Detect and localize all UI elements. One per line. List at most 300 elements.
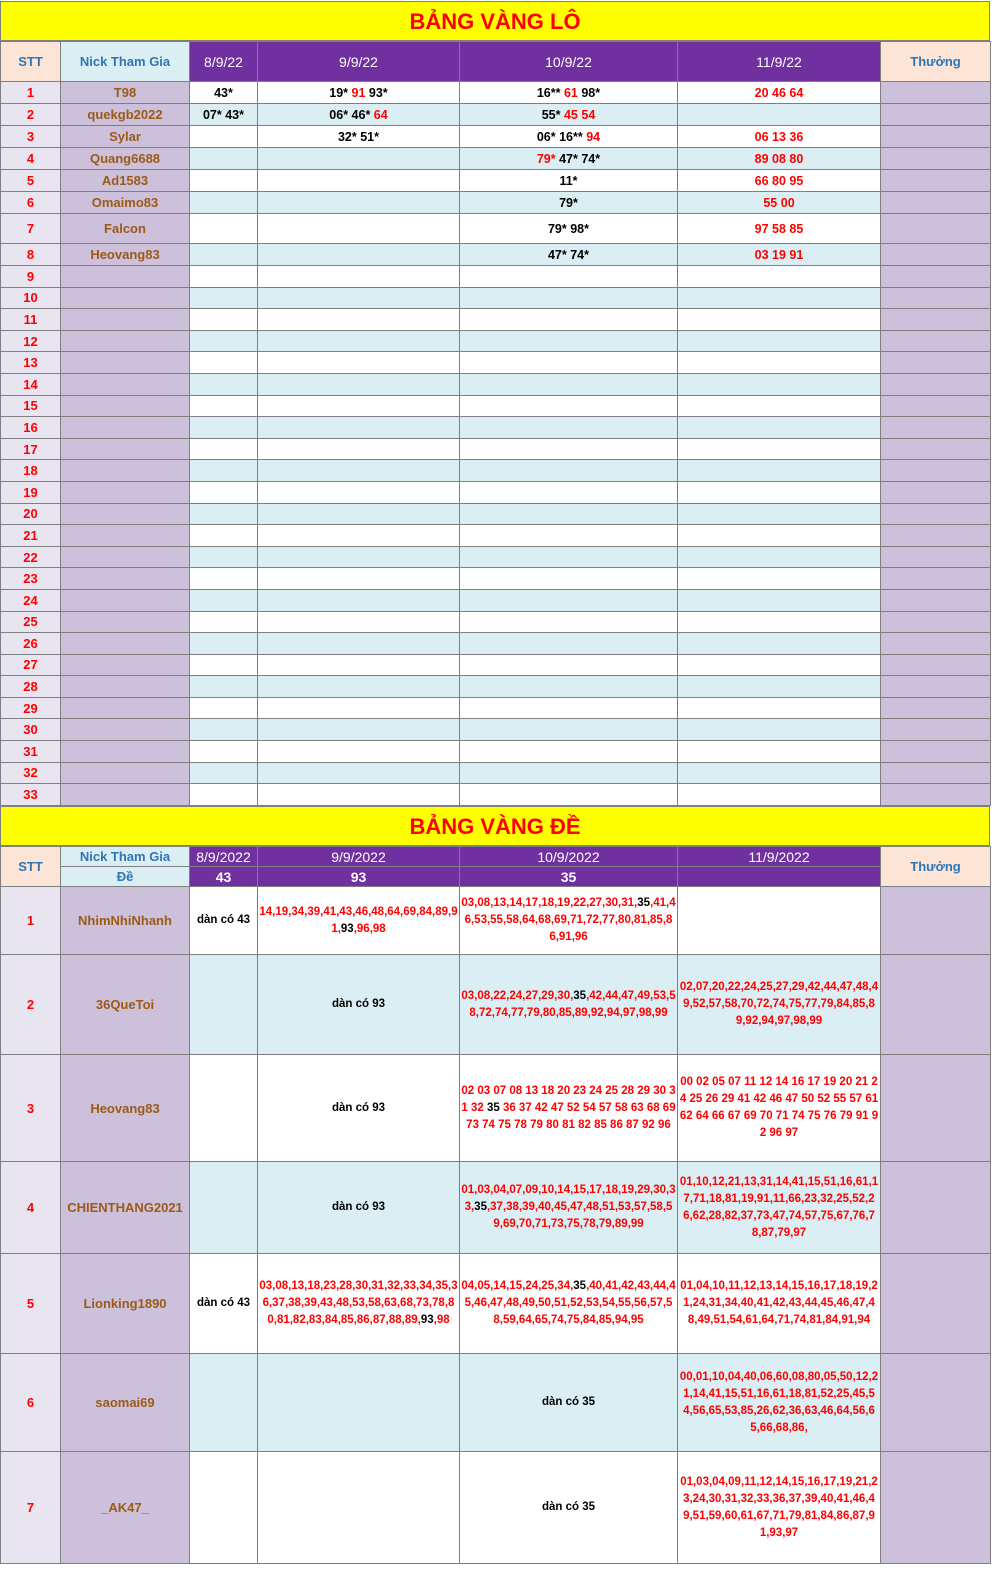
lo-pick-cell [190,192,258,214]
player-nick: Falcon [61,214,190,244]
de-header-date-4: 11/9/2022 [678,847,881,867]
lo-table-row [1,676,991,698]
reward-cell [881,330,991,352]
lo-pick-cell [258,309,460,331]
de-table-row [1,1254,991,1354]
reward-cell [881,373,991,395]
de-table-row [1,1055,991,1162]
lo-header-date-3: 10/9/22 [460,42,678,82]
number-segment: 00 02 05 07 11 12 14 16 17 19 20 21 24 25 26 29 41 42 46 47 50 52 55 57 61 62 64 66 67 69 70 71 74 75 76 79 91 92 96 97 [679,1076,879,1139]
number-segment: 02 03 07 08 13 18 20 23 24 25 28 29 30 31 32 [461,1084,676,1114]
number-segment: ,42,44,47,49,53,58,72,74,77,79,80,85,89,92,94,97,98,99 [469,989,676,1019]
de-pick-cell [190,955,258,1055]
row-number: 30 [1,719,61,741]
player-nick [61,395,190,417]
row-number: 16 [1,417,61,439]
row-number: 4 [1,148,61,170]
lo-pick-cell [460,214,678,244]
de-pick-cell [460,1354,678,1452]
number-segment: 79* [536,151,560,166]
lo-pick-cell [258,762,460,784]
player-nick [61,266,190,288]
number-segment: 45 54 [563,107,596,122]
reward-cell [881,762,991,784]
lo-pick-cell [678,373,881,395]
lo-table-row [1,417,991,439]
lo-table-row [1,148,991,170]
number-segment: 01,03,04,09,11,12,14,15,16,17,19,21,23,24,30,31,32,33,36,37,39,40,41,46,49,51,59,60,61,67,71,79,81,84,86,87,91,93,97 [680,1475,878,1539]
lo-table-row [1,104,991,126]
lo-pick-cell [190,309,258,331]
lo-header-date-4: 11/9/22 [678,42,881,82]
lo-table-row [1,503,991,525]
lo-pick-cell [258,460,460,482]
number-segment: 03,08,22,24,27,29,30, [461,989,574,1002]
lo-table-row [1,287,991,309]
number-segment: 35 [486,1101,500,1114]
lo-pick-cell [678,438,881,460]
number-segment: 47* 74* [559,151,601,166]
lo-pick-cell [460,417,678,439]
player-nick [61,633,190,655]
de-table-row [1,887,991,955]
lo-table-row [1,697,991,719]
number-segment: 61 [563,85,582,100]
number-segment: 36 37 42 47 52 54 57 58 63 68 69 73 74 75 78 79 80 81 82 85 86 87 92 96 [466,1101,676,1131]
de-pick-cell [190,1162,258,1254]
reward-cell [881,148,991,170]
number-segment: 01,03,04,07,09,10,14,15,17,18,19,29,30,33, [461,1184,676,1213]
de-header-date-1: 8/9/2022 [190,847,258,867]
lo-pick-cell [258,82,460,104]
reward-cell [881,887,991,955]
lo-pick-cell [460,611,678,633]
lo-pick-cell [678,503,881,525]
lo-pick-cell [190,546,258,568]
de-pick-cell [678,1254,881,1354]
lo-pick-cell [678,126,881,148]
reward-cell [881,503,991,525]
number-segment: 91 [351,85,369,100]
lo-table-row [1,460,991,482]
lo-pick-cell [190,417,258,439]
reward-cell [881,82,991,104]
lo-table-row [1,762,991,784]
de-pick-cell [678,1452,881,1564]
lo-table-row [1,170,991,192]
number-segment: 03,08,13,14,17,18,19,22,27,30,31, [461,897,638,909]
player-nick [61,762,190,784]
player-nick [61,438,190,460]
lo-pick-cell [678,633,881,655]
de-pick-cell [678,955,881,1055]
de-pick-cell [678,1162,881,1254]
lo-pick-cell [460,741,678,763]
row-number: 4 [1,1162,61,1254]
number-segment: 93 [340,922,354,935]
lo-table-row [1,481,991,503]
lo-pick-cell [460,395,678,417]
number-segment: 07* 43* [202,107,244,122]
lo-pick-cell [460,309,678,331]
number-segment: 11* [559,173,578,188]
player-nick [61,546,190,568]
row-number: 5 [1,170,61,192]
player-nick [61,784,190,806]
lo-pick-cell [258,481,460,503]
de-pick-cell [258,1254,460,1354]
reward-cell [881,1055,991,1162]
de-pick-cell [190,1354,258,1452]
lo-title-banner: BẢNG VÀNG LÔ [0,1,990,41]
lo-header-date-1: 8/9/22 [190,42,258,82]
row-number: 6 [1,1354,61,1452]
lo-table-row [1,741,991,763]
row-number: 10 [1,287,61,309]
number-segment: 35 [573,989,587,1002]
lo-pick-cell [678,395,881,417]
number-segment: 01,10,12,21,13,31,14,41,15,51,16,61,17,71,18,81,19,91,11,66,23,32,25,52,26,62,28,82,37,73,47,74,57,75,67,76,78,87,79,97 [679,1175,879,1239]
lo-pick-cell [190,784,258,806]
number-segment: 94 [586,129,601,144]
lo-pick-cell [258,373,460,395]
reward-cell [881,546,991,568]
player-nick [61,719,190,741]
number-segment: 02,07,20,22,24,25,27,29,42,44,47,48,49,52,57,58,70,72,74,75,77,79,84,85,89,92,94,97,98,99 [679,981,879,1027]
player-nick: 36QueToi [61,955,190,1055]
number-segment: ,98 [433,1314,450,1326]
number-segment: 79* 98* [547,221,589,236]
number-segment: dàn có 93 [331,1201,386,1213]
player-nick: Ad1583 [61,170,190,192]
number-segment: 06* 16** [536,129,587,144]
lo-pick-cell [678,266,881,288]
lo-pick-cell [190,525,258,547]
de-pick-cell [258,1162,460,1254]
lo-pick-cell [678,82,881,104]
lo-pick-cell [190,287,258,309]
player-nick: Omaimo83 [61,192,190,214]
de-result-3: 35 [460,867,678,887]
row-number: 27 [1,654,61,676]
reward-cell [881,395,991,417]
number-segment: ,37,38,39,40,45,47,48,51,53,57,58,59,69,70,71,73,75,78,79,89,99 [486,1201,673,1230]
reward-cell [881,104,991,126]
lo-pick-cell [258,438,460,460]
de-pick-cell [678,1354,881,1452]
lo-pick-cell [190,611,258,633]
reward-cell [881,676,991,698]
player-nick [61,654,190,676]
row-number: 17 [1,438,61,460]
lo-pick-cell [190,352,258,374]
de-header-thuong: Thưởng [881,847,991,887]
lo-pick-cell [190,148,258,170]
reward-cell [881,214,991,244]
lo-pick-cell [258,214,460,244]
row-number: 31 [1,741,61,763]
reward-cell [881,955,991,1055]
lo-table-row [1,525,991,547]
lo-pick-cell [190,395,258,417]
number-segment: 43* [214,85,233,100]
de-pick-cell [190,1254,258,1354]
row-number: 7 [1,1452,61,1564]
lo-pick-cell [460,148,678,170]
number-segment: 64 [373,107,388,122]
lo-pick-cell [460,589,678,611]
reward-cell [881,417,991,439]
reward-cell [881,1452,991,1564]
lo-pick-cell [190,633,258,655]
reward-cell [881,719,991,741]
lo-pick-cell [460,784,678,806]
lo-pick-cell [678,244,881,266]
lo-pick-cell [460,676,678,698]
lo-pick-cell [678,741,881,763]
row-number: 9 [1,266,61,288]
reward-cell [881,633,991,655]
lo-table-row [1,395,991,417]
lo-table-row [1,784,991,806]
number-segment: dàn có 35 [541,1501,596,1513]
lo-header-date-2: 9/9/22 [258,42,460,82]
player-nick [61,676,190,698]
de-header-date-3: 10/9/2022 [460,847,678,867]
number-segment: dàn có 43 [196,1297,251,1309]
reward-cell [881,170,991,192]
lo-pick-cell [190,460,258,482]
row-number: 18 [1,460,61,482]
de-table-row [1,955,991,1055]
lo-header-thuong: Thưởng [881,42,991,82]
reward-cell [881,741,991,763]
reward-cell [881,1254,991,1354]
row-number: 25 [1,611,61,633]
number-segment: ,41,46,53,55,58,64,68,69,71,72,77,80,81,85,86,91,96 [464,897,676,943]
lo-pick-cell [678,719,881,741]
de-table-row [1,1354,991,1452]
lo-table-row [1,633,991,655]
number-segment: 19* [329,85,352,100]
player-nick: T98 [61,82,190,104]
player-nick: Heovang83 [61,1055,190,1162]
lo-pick-cell [258,697,460,719]
de-pick-cell [460,887,678,955]
lo-pick-cell [460,266,678,288]
lo-pick-cell [460,546,678,568]
player-nick: Sylar [61,126,190,148]
lo-pick-cell [258,633,460,655]
number-segment: 06* 46* [329,107,374,122]
reward-cell [881,352,991,374]
lo-pick-cell [678,460,881,482]
lo-pick-cell [190,266,258,288]
reward-cell [881,1354,991,1452]
lo-pick-cell [678,568,881,590]
lo-pick-cell [190,244,258,266]
player-nick [61,568,190,590]
lo-pick-cell [460,244,678,266]
lo-table-row [1,611,991,633]
lo-pick-cell [258,104,460,126]
lo-pick-cell [460,192,678,214]
number-segment: 14,19,34,39,41,43,46,48,64,69,84,89,91, [259,905,458,935]
reward-cell [881,126,991,148]
number-segment: 55 00 [763,195,795,210]
de-header-de-label: Đề [61,867,190,887]
de-result-2: 93 [258,867,460,887]
player-nick: Lionking1890 [61,1254,190,1354]
reward-cell [881,192,991,214]
lo-pick-cell [460,104,678,126]
number-segment: 01,04,10,11,12,13,14,15,16,17,18,19,21,24,31,34,40,41,42,43,44,45,46,47,48,49,51,54,61,64,71,74,81,84,91,94 [680,1280,878,1326]
lo-header-nick: Nick Tham Gia [61,42,190,82]
lo-table-row [1,373,991,395]
de-pick-cell [190,1055,258,1162]
reward-cell [881,266,991,288]
lo-pick-cell [460,330,678,352]
lo-pick-cell [678,214,881,244]
lo-pick-cell [460,719,678,741]
row-number: 23 [1,568,61,590]
player-nick [61,309,190,331]
lo-pick-cell [678,546,881,568]
lo-pick-cell [678,589,881,611]
number-segment: 00,01,10,04,40,06,60,08,80,05,50,12,21,14,41,15,51,16,61,18,81,52,25,45,54,56,65,53,85,26,62,36,63,46,64,56,65,66,68,86, [679,1370,879,1434]
row-number: 26 [1,633,61,655]
player-nick [61,287,190,309]
player-nick [61,611,190,633]
number-segment: dàn có 43 [196,914,251,926]
row-number: 3 [1,1055,61,1162]
row-number: 5 [1,1254,61,1354]
number-segment: dàn có 93 [331,998,386,1010]
lo-pick-cell [678,170,881,192]
lo-pick-cell [190,214,258,244]
number-segment: dàn có 35 [541,1396,596,1408]
lo-pick-cell [258,352,460,374]
row-number: 7 [1,214,61,244]
player-nick: CHIENTHANG2021 [61,1162,190,1254]
lo-pick-cell [460,654,678,676]
number-segment: 93* [368,85,388,100]
de-pick-cell [460,1254,678,1354]
number-segment: ,40,41,42,43,44,45,46,47,48,49,50,51,52,53,54,55,56,57,58,59,64,65,74,75,84,85,94,95 [464,1280,676,1326]
reward-cell [881,589,991,611]
row-number: 13 [1,352,61,374]
de-header-date-2: 9/9/2022 [258,847,460,867]
lo-pick-cell [258,148,460,170]
row-number: 15 [1,395,61,417]
lo-table-row [1,719,991,741]
row-number: 8 [1,244,61,266]
row-number: 3 [1,126,61,148]
lo-pick-cell [678,192,881,214]
lo-pick-cell [678,697,881,719]
de-result-1: 43 [190,867,258,887]
lo-pick-cell [190,373,258,395]
number-segment: ,96,98 [353,922,386,935]
lo-pick-cell [190,654,258,676]
lo-pick-cell [258,719,460,741]
lo-pick-cell [460,525,678,547]
row-number: 1 [1,887,61,955]
number-segment: 35 [474,1201,487,1213]
lo-pick-cell [258,192,460,214]
lo-pick-cell [460,481,678,503]
de-pick-cell [258,955,460,1055]
de-pick-cell [258,1354,460,1452]
reward-cell [881,244,991,266]
lo-table-row [1,214,991,244]
lo-pick-cell [678,330,881,352]
lo-pick-cell [258,417,460,439]
reward-cell [881,438,991,460]
lo-pick-cell [190,568,258,590]
lo-table-row [1,568,991,590]
de-header-stt: STT [1,847,61,887]
de-header-nick: Nick Tham Gia [61,847,190,867]
row-number: 2 [1,955,61,1055]
de-pick-cell [460,1055,678,1162]
lo-pick-cell [258,266,460,288]
reward-cell [881,525,991,547]
player-nick [61,481,190,503]
player-nick [61,330,190,352]
de-pick-cell [258,1452,460,1564]
lo-pick-cell [190,676,258,698]
lo-pick-cell [190,82,258,104]
de-table-row [1,1452,991,1564]
lo-pick-cell [460,170,678,192]
de-title-banner: BẢNG VÀNG ĐỀ [0,806,990,846]
player-nick [61,589,190,611]
lo-pick-cell [190,589,258,611]
lo-pick-cell [190,481,258,503]
row-number: 19 [1,481,61,503]
lo-pick-cell [258,546,460,568]
lo-pick-cell [258,784,460,806]
number-segment: dàn có 93 [331,1101,386,1114]
row-number: 22 [1,546,61,568]
player-nick: saomai69 [61,1354,190,1452]
de-pick-cell [460,1452,678,1564]
lo-pick-cell [678,148,881,170]
reward-cell [881,460,991,482]
lo-pick-cell [678,762,881,784]
lo-pick-cell [258,287,460,309]
row-number: 32 [1,762,61,784]
lo-pick-cell [258,741,460,763]
lo-pick-cell [190,170,258,192]
number-segment: 03,08,13,18,23,28,30,31,32,33,34,35,36,37,38,39,43,48,53,58,63,68,73,78,80,81,82,83,84,85,86,87,88,89, [259,1280,458,1326]
lo-header-stt: STT [1,42,61,82]
de-pick-cell [678,1055,881,1162]
lo-pick-cell [258,525,460,547]
reward-cell [881,1162,991,1254]
reward-cell [881,784,991,806]
de-pick-cell [258,887,460,955]
number-segment: 06 13 36 [754,129,804,144]
de-pick-cell [460,1162,678,1254]
lo-pick-cell [258,611,460,633]
lo-pick-cell [460,633,678,655]
lo-pick-cell [258,330,460,352]
row-number: 33 [1,784,61,806]
row-number: 29 [1,697,61,719]
lo-pick-cell [678,611,881,633]
